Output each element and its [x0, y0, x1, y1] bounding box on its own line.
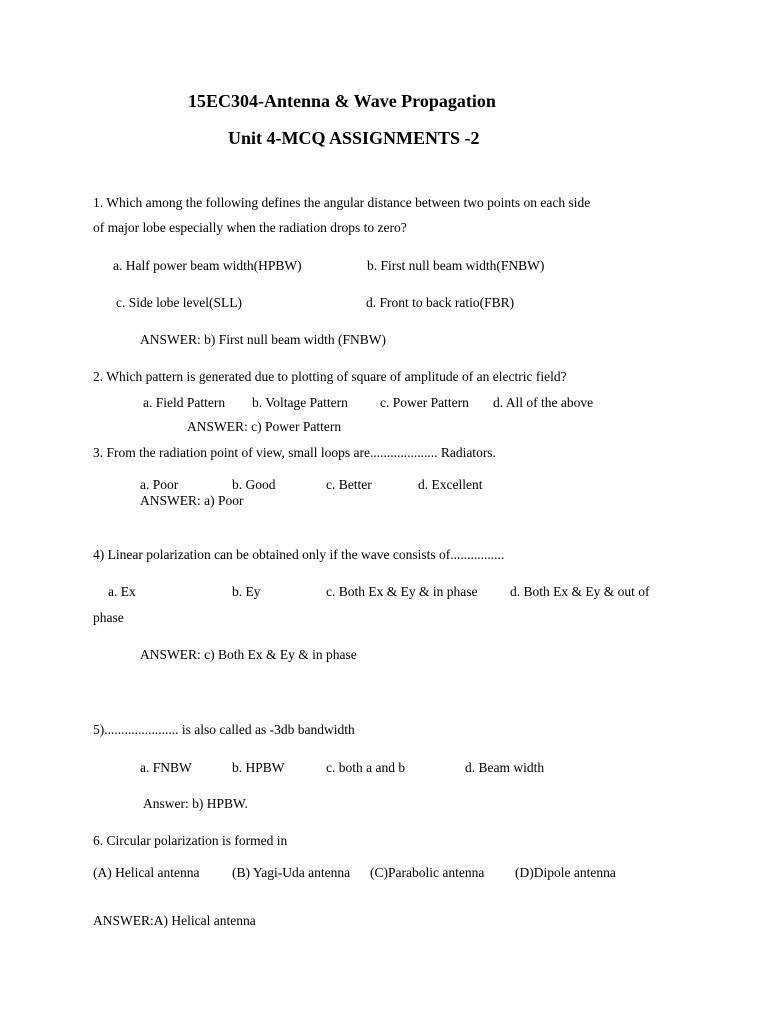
question-6-answer: ANSWER:A) Helical antenna [93, 913, 256, 928]
question-2-option-a: a. Field Pattern [143, 395, 226, 410]
question-5-option-c: c. both a and b [326, 760, 406, 775]
question-2-answer: ANSWER: c) Power Pattern [187, 419, 342, 434]
question-3-option-b: b. Good [232, 477, 276, 492]
question-4-text: 4) Linear polarization can be obtained only if the wave consists of................ [93, 547, 505, 562]
question-5-option-d: d. Beam width [465, 760, 545, 775]
question-3-option-a: a. Poor [140, 477, 179, 492]
question-3-option-c: c. Better [326, 477, 372, 492]
question-1-option-b: b. First null beam width(FNBW) [367, 258, 545, 273]
question-5-option-a: a. FNBW [140, 760, 192, 775]
question-2-option-b: b. Voltage Pattern [252, 395, 348, 410]
question-4-option-a: a. Ex [108, 584, 136, 599]
question-1-text-line-2: of major lobe especially when the radiation drops to zero? [93, 220, 407, 235]
question-1-option-d: d. Front to back ratio(FBR) [366, 295, 515, 310]
page-subtitle: Unit 4-MCQ ASSIGNMENTS -2 [228, 128, 480, 148]
question-5-answer: Answer: b) HPBW. [143, 796, 248, 811]
question-4-option-d: d. Both Ex & Ey & out of [510, 584, 650, 599]
question-3-text: 3. From the radiation point of view, small loops are.................... Radiators. [93, 445, 496, 460]
question-6-text: 6. Circular polarization is formed in [93, 833, 288, 848]
question-4-option-c: c. Both Ex & Ey & in phase [326, 584, 478, 599]
question-4-option-d-continued: phase [93, 610, 124, 625]
question-3-option-d: d. Excellent [418, 477, 483, 492]
question-2-option-c: c. Power Pattern [380, 395, 469, 410]
question-1-option-c: c. Side lobe level(SLL) [116, 295, 242, 310]
question-4-option-b: b. Ey [232, 584, 261, 599]
question-2-text: 2. Which pattern is generated due to plotting of square of amplitude of an electric field? [93, 369, 567, 384]
question-6-option-a: (A) Helical antenna [93, 865, 200, 880]
question-2-option-d: d. All of the above [493, 395, 594, 410]
question-1-answer: ANSWER: b) First null beam width (FNBW) [140, 332, 386, 347]
question-5-text: 5)...................... is also called as -3db bandwidth [93, 722, 355, 737]
question-3-answer: ANSWER: a) Poor [140, 493, 244, 508]
question-6-option-c: (C)Parabolic antenna [370, 865, 485, 880]
question-1-text-line-1: 1. Which among the following defines the angular distance between two points on each side [93, 195, 591, 210]
question-6-option-b: (B) Yagi-Uda antenna [232, 865, 351, 880]
question-4-answer: ANSWER: c) Both Ex & Ey & in phase [140, 647, 357, 662]
question-5-option-b: b. HPBW [232, 760, 285, 775]
page-title: 15EC304-Antenna & Wave Propagation [188, 91, 496, 111]
question-6-option-d: (D)Dipole antenna [515, 865, 616, 880]
question-1-option-a: a. Half power beam width(HPBW) [113, 258, 302, 273]
